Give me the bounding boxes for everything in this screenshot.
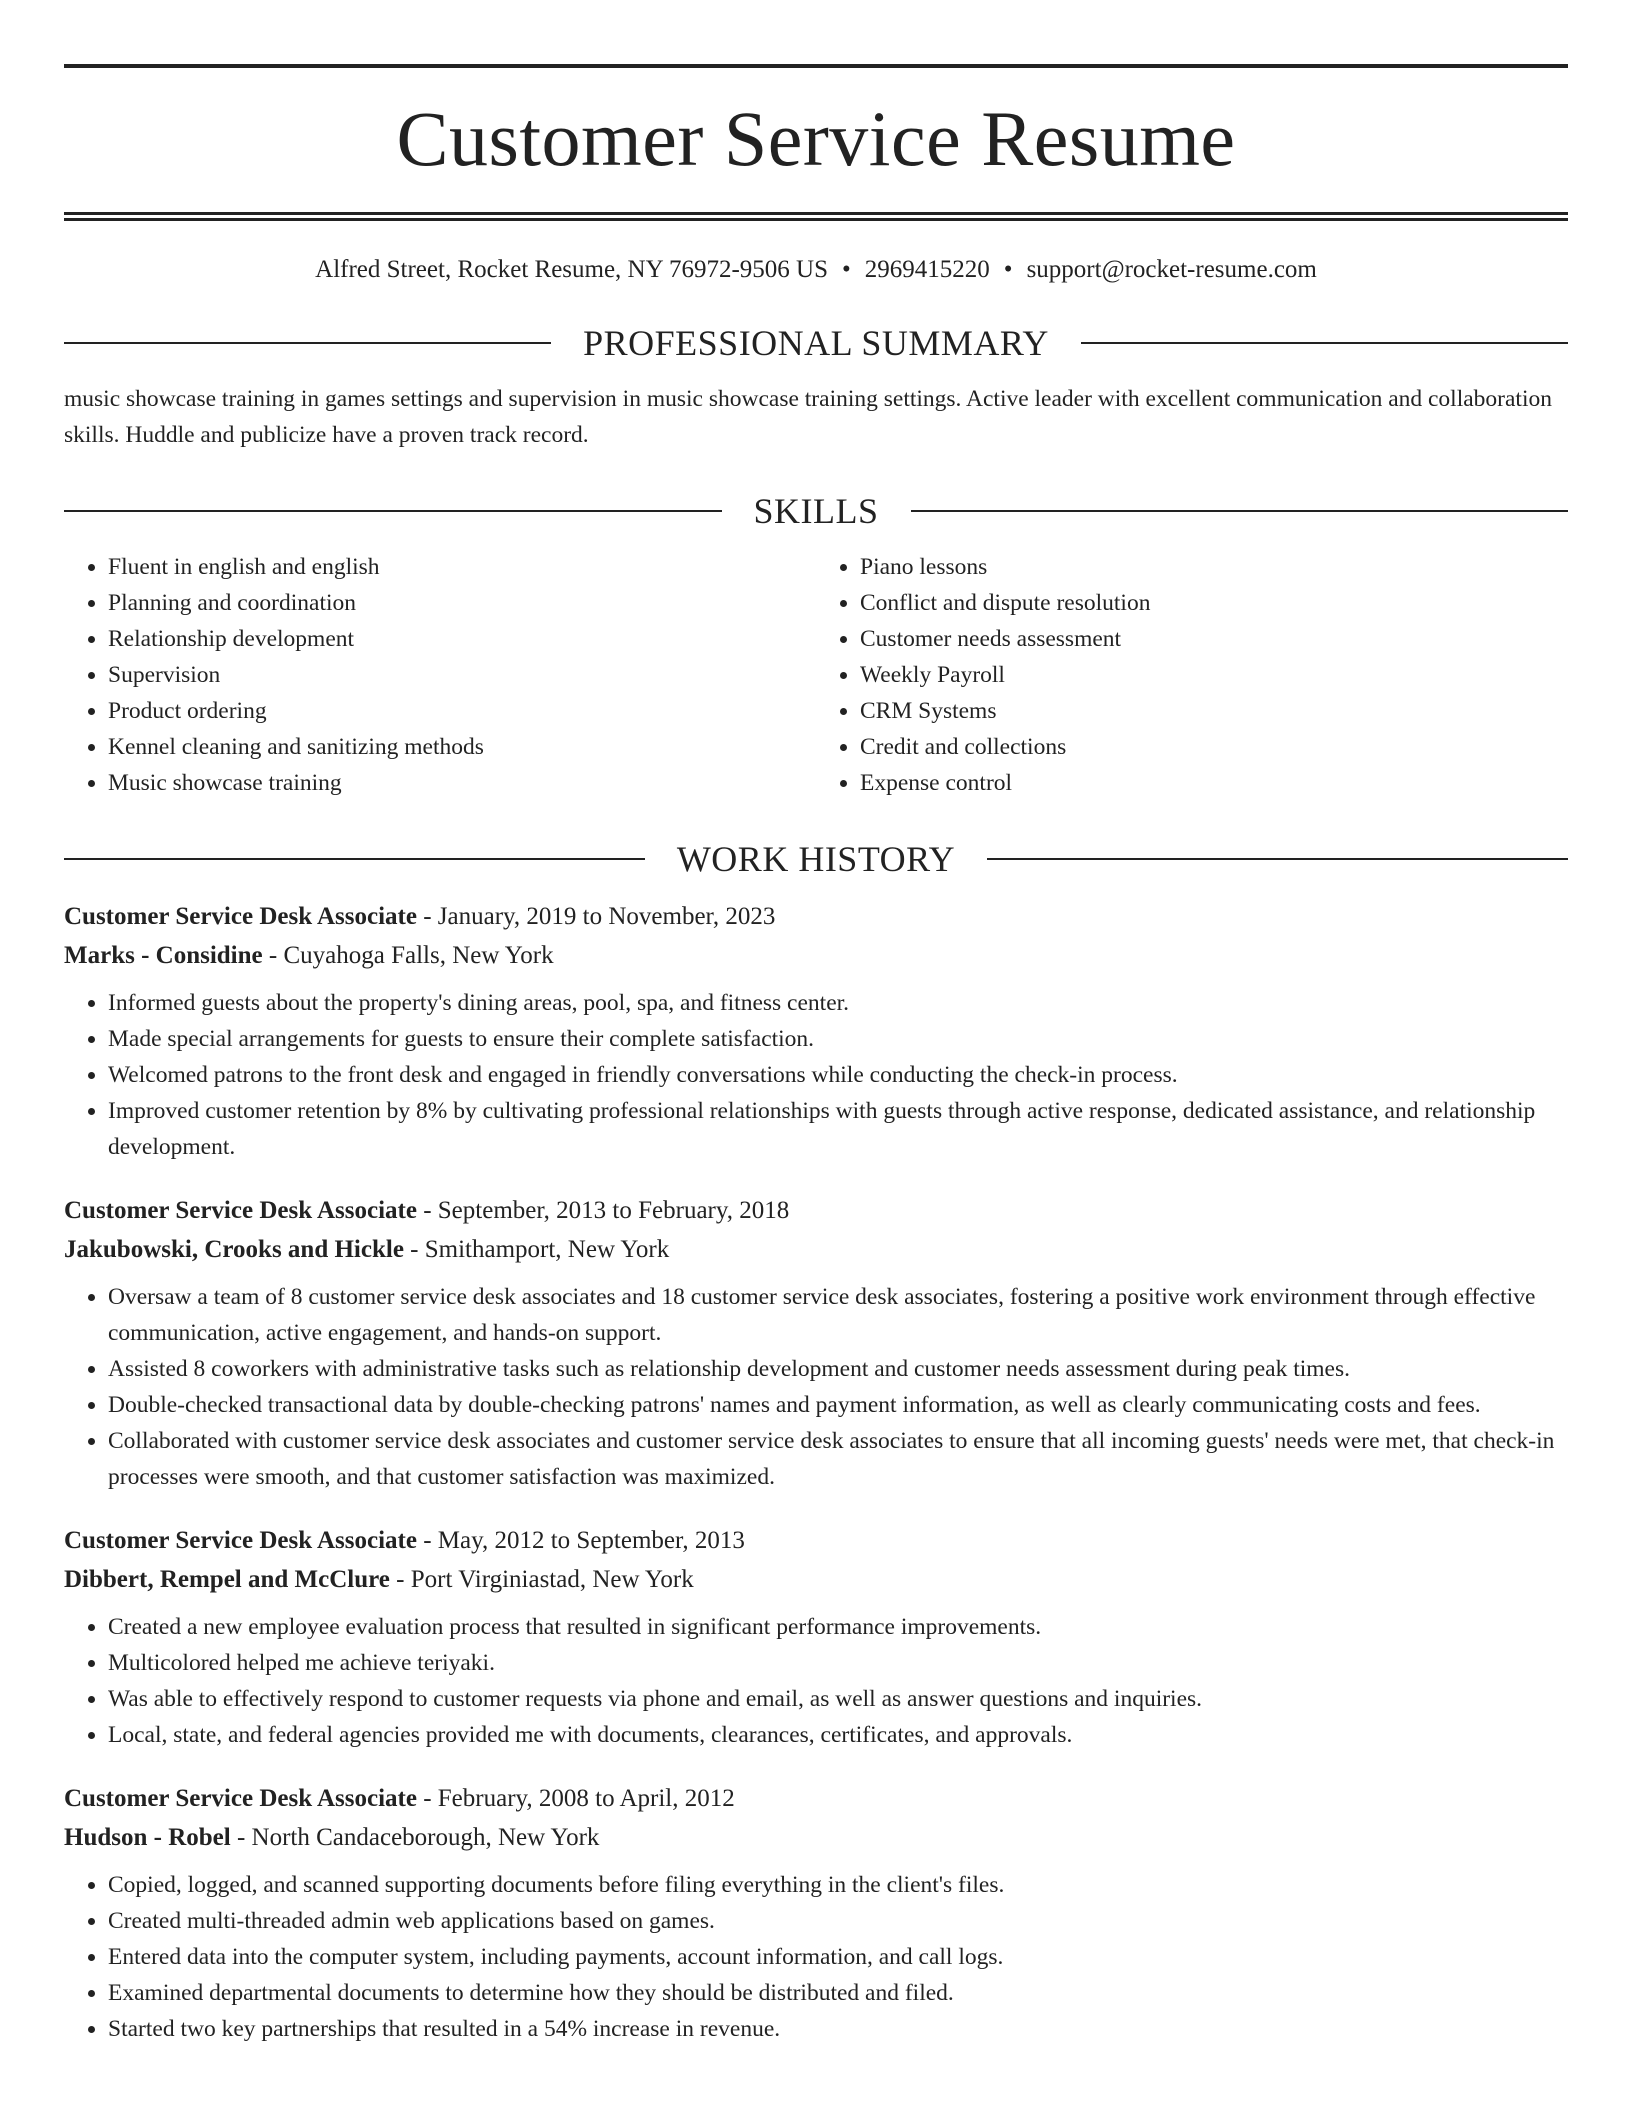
job-bullet: • Collaborated with customer service desk associates and customer service desk associates to ensure that all incoming guests' needs were met, that check-in processes were smooth, and that customer satisfaction was maximized. xyxy=(108,1423,1568,1495)
job-company-line xyxy=(64,1818,1568,1857)
job-bullet: • Was able to effectively respond to customer requests via phone and email, as well as answer questions and inquiries. xyxy=(108,1681,1568,1717)
job-bullet: • Assisted 8 coworkers with administrative tasks such as relationship development and customer needs assessment during peak times. xyxy=(108,1351,1568,1387)
job-bullet: • Welcomed patrons to the front desk and engaged in friendly conversations while conducting the check-in process. xyxy=(108,1057,1568,1093)
job-bullet: • Copied, logged, and scanned supporting documents before filing everything in the client's files. xyxy=(108,1867,1568,1903)
job-entry xyxy=(64,897,1568,1165)
skill-item: • Relationship development xyxy=(108,621,816,657)
job-dates: - September, 2013 to February, 2018 xyxy=(416,1197,790,1224)
job-bullets xyxy=(64,1609,1568,1753)
job-company: Jakubowski, Crooks and Hickle xyxy=(64,1236,404,1263)
job-company: Marks - Considine xyxy=(64,942,263,969)
job-company: Hudson - Robel xyxy=(64,1824,231,1851)
heading-rule-left xyxy=(64,342,551,344)
job-bullet: • Started two key partnerships that resulted in a 54% increase in revenue. xyxy=(108,2011,1568,2047)
skills-column-right xyxy=(816,549,1568,801)
job-entry xyxy=(64,1521,1568,1753)
job-company-line xyxy=(64,1560,1568,1599)
skill-item: • Supervision xyxy=(108,657,816,693)
summary-text: music showcase training in games settings and supervision in music showcase training settings. Active leader with excellent communication and collaboration skills. Huddle and publicize have a proven track record. xyxy=(64,386,1552,448)
heading-rule-left xyxy=(64,858,645,860)
job-bullet: • Oversaw a team of 8 customer service desk associates and 18 customer service desk associates, fostering a positive work environment through effective communication, active engagement, and hands-on support. xyxy=(108,1279,1568,1351)
job-entry xyxy=(64,1191,1568,1495)
job-company-line xyxy=(64,1230,1568,1269)
job-title: Customer Service Desk Associate xyxy=(64,903,417,930)
contact-separator: • xyxy=(842,256,851,283)
section-heading-skills xyxy=(64,491,1568,531)
job-entry xyxy=(64,1779,1568,2047)
job-title-line xyxy=(64,1779,1568,1818)
job-location: - Cuyahoga Falls, New York xyxy=(262,942,554,969)
job-location: - North Candaceborough, New York xyxy=(230,1824,600,1851)
heading-rule-left xyxy=(64,510,722,512)
skill-item: • Conflict and dispute resolution xyxy=(860,585,1568,621)
job-bullet: • Entered data into the computer system, including payments, account information, and call logs. xyxy=(108,1939,1568,1975)
job-bullet: • Multicolored helped me achieve teriyaki. xyxy=(108,1645,1568,1681)
job-bullets xyxy=(64,1867,1568,2047)
contact-phone: 2969415220 xyxy=(864,256,990,283)
job-bullet: • Created a new employee evaluation process that resulted in significant performance improvements. xyxy=(108,1609,1568,1645)
job-dates: - January, 2019 to November, 2023 xyxy=(416,903,776,930)
section-title: PROFESSIONAL SUMMARY xyxy=(583,323,1049,363)
section-heading-summary xyxy=(64,323,1568,363)
job-dates: - May, 2012 to September, 2013 xyxy=(416,1527,745,1554)
skill-item: • CRM Systems xyxy=(860,693,1568,729)
job-title: Customer Service Desk Associate xyxy=(64,1197,417,1224)
job-bullet: • Improved customer retention by 8% by cultivating professional relationships with guests through active response, dedicated assistance, and relationship development. xyxy=(108,1093,1568,1165)
job-bullet: • Created multi-threaded admin web applications based on games. xyxy=(108,1903,1568,1939)
skill-item: • Credit and collections xyxy=(860,729,1568,765)
job-location: - Smithamport, New York xyxy=(403,1236,670,1263)
title-double-rule xyxy=(64,212,1568,221)
skill-item: • Planning and coordination xyxy=(108,585,816,621)
job-company-line xyxy=(64,936,1568,975)
job-title: Customer Service Desk Associate xyxy=(64,1527,417,1554)
contact-address: Alfred Street, Rocket Resume, NY 76972-9506 US xyxy=(315,256,829,283)
job-title-line xyxy=(64,1191,1568,1230)
skills-column-left xyxy=(64,549,816,801)
job-location: - Port Virginiastad, New York xyxy=(389,1566,694,1593)
job-bullet: • Local, state, and federal agencies provided me with documents, clearances, certificates, and approvals. xyxy=(108,1717,1568,1753)
job-bullet: • Double-checked transactional data by double-checking patrons' names and payment information, as well as clearly communicating costs and fees. xyxy=(108,1387,1568,1423)
job-bullet: • Examined departmental documents to determine how they should be distributed and filed. xyxy=(108,1975,1568,2011)
job-bullets xyxy=(64,1279,1568,1495)
contact-separator: • xyxy=(1003,256,1013,283)
contact-email[interactable]: support@rocket-resume.com xyxy=(1026,256,1317,283)
skills-list xyxy=(64,549,1568,801)
skill-item: • Weekly Payroll xyxy=(860,657,1568,693)
job-title: Customer Service Desk Associate xyxy=(64,1785,417,1812)
job-bullet: • Made special arrangements for guests to ensure their complete satisfaction. xyxy=(108,1021,1568,1057)
heading-rule-right xyxy=(1081,342,1568,344)
resume-title: Customer Service Resume xyxy=(396,95,1236,182)
section-title: WORK HISTORY xyxy=(676,839,956,879)
heading-rule-right xyxy=(987,858,1568,860)
skill-item: • Music showcase training xyxy=(108,765,816,801)
job-dates: - February, 2008 to April, 2012 xyxy=(416,1785,735,1812)
job-company: Dibbert, Rempel and McClure xyxy=(64,1566,390,1593)
skill-item: • Piano lessons xyxy=(860,549,1568,585)
contact-line xyxy=(64,255,1568,285)
skill-item: • Fluent in english and english xyxy=(108,549,816,585)
job-title-line xyxy=(64,1521,1568,1560)
job-bullet: • Informed guests about the property's dining areas, pool, spa, and fitness center. xyxy=(108,985,1568,1021)
skill-item: • Customer needs assessment xyxy=(860,621,1568,657)
skill-item: • Expense control xyxy=(860,765,1568,801)
section-heading-work-history xyxy=(64,839,1568,879)
top-rule xyxy=(64,64,1568,68)
section-title: SKILLS xyxy=(753,491,879,531)
heading-rule-right xyxy=(911,510,1569,512)
job-bullets xyxy=(64,985,1568,1165)
job-title-line xyxy=(64,897,1568,936)
skill-item: • Product ordering xyxy=(108,693,816,729)
skill-item: • Kennel cleaning and sanitizing methods xyxy=(108,729,816,765)
resume-page xyxy=(64,0,1568,2047)
